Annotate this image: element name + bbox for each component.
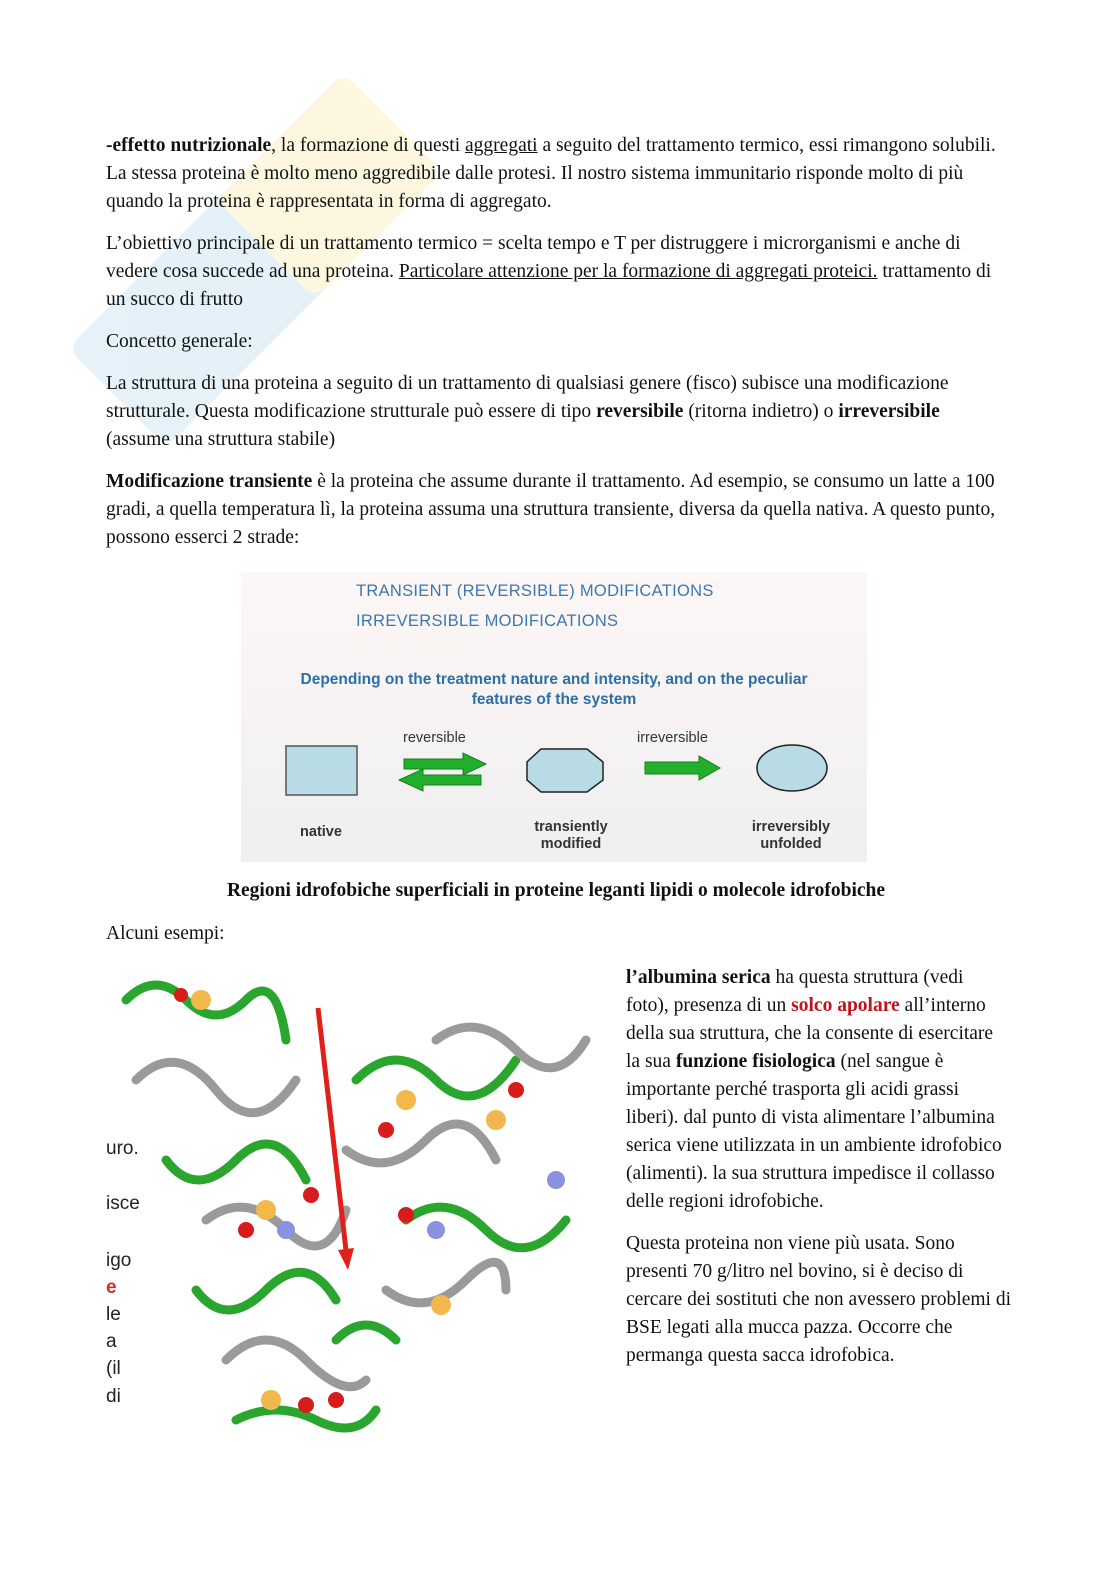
diagram-title-irreversible: IRREVERSIBLE MODIFICATIONS [356, 612, 619, 630]
label-reversible: reversible [403, 730, 466, 746]
document-body [106, 132, 1006, 566]
paragraph-albumin: l’albumina serica ha questa struttura (vedi foto), presenza di un solco apolare all’interno della sua struttura, che la consente di esercitare la sua funzione fisiologica (nel sangue è importante perché trasporta gli acidi grassi liberi). dal punto di vista alimentare l’albumina serica viene utilizzata in un ambiente idrofobico (alimenti). la sua struttura impedisce il collasso delle regioni idrofobiche. [626, 967, 1002, 1212]
paragraph-nutritional-effect: -effetto nutrizionale, la formazione di questi aggregati a seguito del trattamento termico, essi rimangono solubili. La stessa proteina è molto meno aggredibile dalle protesi. Il nostro sistema immunitario risponde molto di più quando la proteina è rappresentata in forma di aggregato. [106, 135, 996, 212]
paragraph-objective: L’obiettivo principale di un trattamento termico = scelta tempo e T per distruggere i microrganismi e anche di vedere cosa succede ad una proteina. Particolare attenzione per la formazione di aggregati proteici. trattamento di un succo di frutto [106, 233, 992, 310]
transient-octagon-shape [527, 749, 603, 792]
irreversible-arrow-icon [645, 756, 720, 780]
state-irreversibly-unfolded: irreversibly unfolded [751, 819, 831, 852]
image-text-fragment: igo [106, 1250, 132, 1271]
diagram-subtitle: Depending on the treatment nature and intensity, and on the peculiar features of the system [300, 671, 808, 708]
paragraph-transient: Modificazione transiente è la proteina che assume durante il trattamento. Ad esempio, se consumo un latte a 100 gradi, a quella temperatura lì, la proteina assuma una struttura transiente, diversa da quella nativa. A questo punto, possono esserci 2 strade: [106, 471, 996, 548]
diagram-title-transient: TRANSIENT (REVERSIBLE) MODIFICATIONS [356, 582, 714, 600]
unfolded-ellipse-shape [757, 745, 827, 791]
state-transiently-modified: transiently modified [534, 819, 608, 852]
image-text-fragment: (il [106, 1358, 121, 1379]
paragraph-albumin-usage: Questa proteina non viene più usata. Sono presenti 70 g/litro nel bovino, si è deciso di cercare dei sostituti che non avessero problemi di BSE legati alla mucca pazza. Occorre che permanga questa sacca idrofobica. [626, 1233, 1011, 1366]
image-text-fragment: le [106, 1304, 121, 1325]
image-text-fragment: e [106, 1277, 117, 1298]
albumin-structure-image [106, 960, 606, 1445]
native-square-shape [286, 746, 357, 795]
image-text-fragment: a [106, 1331, 117, 1352]
section-heading: Regioni idrofobiche superficiali in proteine leganti lipidi o molecole idrofobiche [226, 880, 886, 901]
image-text-fragment: di [106, 1386, 121, 1407]
paragraph-general-concept: Concetto generale: [106, 331, 253, 352]
modification-diagram [241, 572, 867, 862]
reversible-arrows-icon [399, 753, 486, 791]
state-native: native [300, 824, 342, 840]
label-irreversible: irreversible [637, 730, 708, 746]
examples-intro: Alcuni esempi: [106, 923, 225, 944]
albumin-description [626, 964, 1011, 1384]
image-text-fragment: uro. [106, 1138, 139, 1159]
paragraph-structure: La struttura di una proteina a seguito di un trattamento di qualsiasi genere (fisco) subisce una modificazione strutturale. Questa modificazione strutturale può essere di tipo reversibile (ritorna indietro) o irreversibile (assume una struttura stabile) [106, 373, 949, 450]
image-text-fragment: isce [106, 1193, 140, 1214]
